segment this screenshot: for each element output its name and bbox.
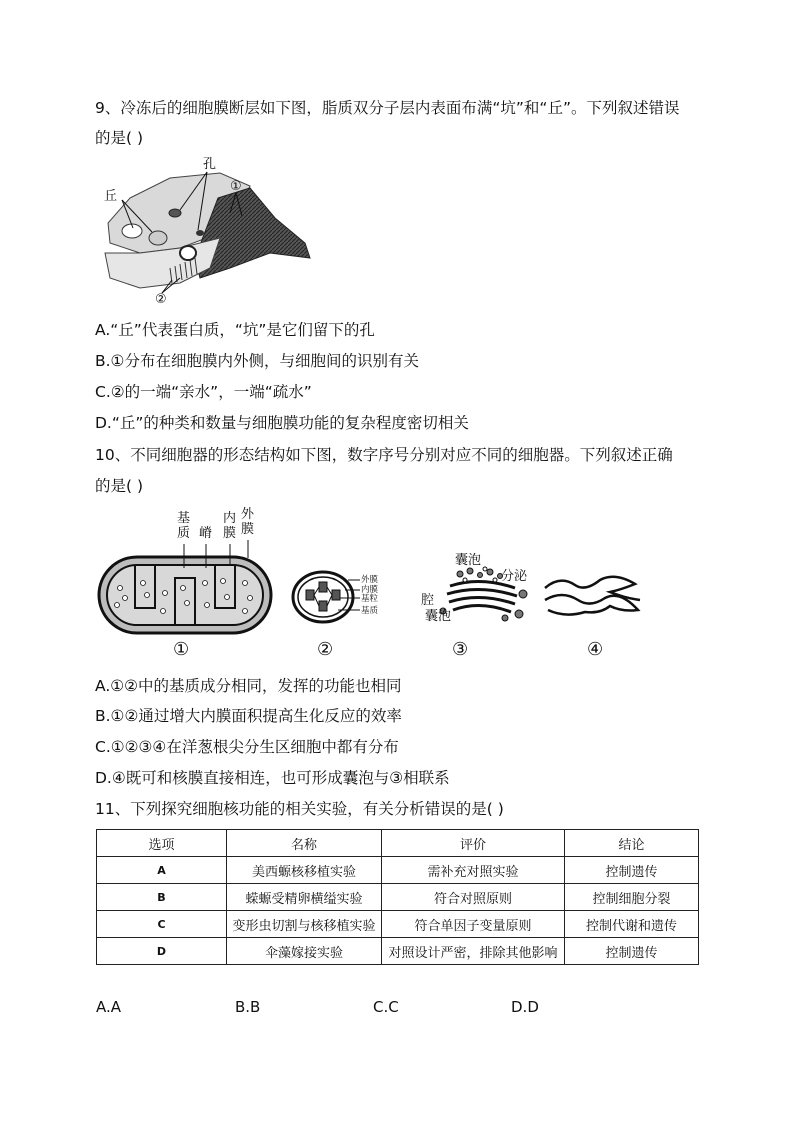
table-header-row (97, 830, 699, 857)
organelle-number-3: ③ (452, 639, 469, 660)
q11-choice-c: C.C (373, 998, 399, 1016)
table-cell: A (97, 857, 227, 884)
chloroplast-drawing (290, 568, 360, 626)
label-fenmi: 分泌 (501, 569, 528, 584)
table-cell: 控制遗传 (565, 938, 699, 965)
label-nangpao-bottom: 囊泡 (425, 609, 452, 624)
q10-organelles-figure (95, 508, 655, 663)
header-name: 名称 (227, 830, 382, 857)
label-wai-2: 膜 (241, 522, 255, 537)
organelle-number-2: ② (317, 639, 334, 660)
table-cell: 控制细胞分裂 (565, 884, 699, 911)
table-cell: 符合对照原则 (382, 884, 565, 911)
q9-stem-line2: 的是( ) (95, 129, 144, 147)
label-marker-1: ① (230, 179, 242, 194)
q10-stem-line1: 10、不同细胞器的形态结构如下图，数字序号分别对应不同的细胞器。下列叙述正确 (95, 446, 673, 464)
table-row (97, 857, 699, 884)
table-cell: 控制遗传 (565, 857, 699, 884)
label-jili: 基粒 (361, 594, 379, 604)
q11-choice-d: D.D (511, 998, 539, 1016)
label-waimo: 外膜 (361, 575, 379, 585)
table-cell: B (97, 884, 227, 911)
table-row (97, 884, 699, 911)
q9-membrane-figure (100, 158, 315, 308)
table-row (97, 938, 699, 965)
q9-stem-line1: 9、冷冻后的细胞膜断层如下图，脂质双分子层内表面布满“坑”和“丘”。下列叙述错误 (95, 99, 680, 117)
q9-option-c: C.②的一端“亲水”，一端“疏水” (95, 383, 312, 401)
er-drawing (540, 570, 645, 620)
table-row (97, 911, 699, 938)
q11-table (96, 829, 699, 965)
label-marker-2: ② (155, 292, 167, 307)
q11-choice-a: A.A (96, 998, 122, 1016)
organelle-number-4: ④ (587, 639, 604, 660)
label-jizhi-2: 质 (177, 526, 191, 541)
table-cell: 伞藻嫁接实验 (227, 938, 382, 965)
label-neimo: 内膜 (361, 585, 379, 595)
table-cell: 对照设计严密，排除其他影响 (382, 938, 565, 965)
q10-option-c: C.①②③④在洋葱根尖分生区细胞中都有分布 (95, 738, 399, 756)
organelle-number-1: ① (173, 639, 190, 660)
table-cell: 美西螈核移植实验 (227, 857, 382, 884)
q10-option-b: B.①②通过增大内膜面积提高生化反应的效率 (95, 707, 402, 725)
table-cell: D (97, 938, 227, 965)
label-wai-1: 外 (241, 507, 255, 522)
label-nangpao-top: 囊泡 (455, 553, 482, 568)
q10-option-a: A.①②中的基质成分相同，发挥的功能也相同 (95, 677, 402, 695)
label-jizhi-1: 基 (177, 511, 191, 526)
table-cell: 符合单因子变量原则 (382, 911, 565, 938)
header-conclusion: 结论 (565, 830, 699, 857)
table-cell: C (97, 911, 227, 938)
label-ji: 嵴 (199, 526, 213, 541)
q11-choice-b: B.B (235, 998, 261, 1016)
table-cell: 需补充对照实验 (382, 857, 565, 884)
header-evaluation: 评价 (382, 830, 565, 857)
label-jizhi-chloro: 基质 (361, 606, 379, 616)
q10-option-d: D.④既可和核膜直接相连，也可形成囊泡与③相联系 (95, 769, 450, 787)
label-nei-1: 内 (223, 511, 237, 526)
label-qiang: 腔 (421, 593, 435, 608)
label-kong: 孔 (203, 157, 217, 172)
q11-stem: 11、下列探究细胞核功能的相关实验，有关分析错误的是( ) (95, 800, 504, 818)
header-option: 选项 (97, 830, 227, 857)
q10-stem-line2: 的是( ) (95, 477, 144, 495)
label-nei-2: 膜 (223, 526, 237, 541)
table-cell: 蝾螈受精卵横缢实验 (227, 884, 382, 911)
label-qiu: 丘 (104, 189, 118, 204)
table-cell: 控制代谢和遗传 (565, 911, 699, 938)
q9-option-a: A.“丘”代表蛋白质，“坑”是它们留下的孔 (95, 321, 375, 339)
q9-option-d: D.“丘”的种类和数量与细胞膜功能的复杂程度密切相关 (95, 414, 469, 432)
q9-option-b: B.①分布在细胞膜内外侧，与细胞间的识别有关 (95, 352, 419, 370)
table-cell: 变形虫切割与核移植实验 (227, 911, 382, 938)
